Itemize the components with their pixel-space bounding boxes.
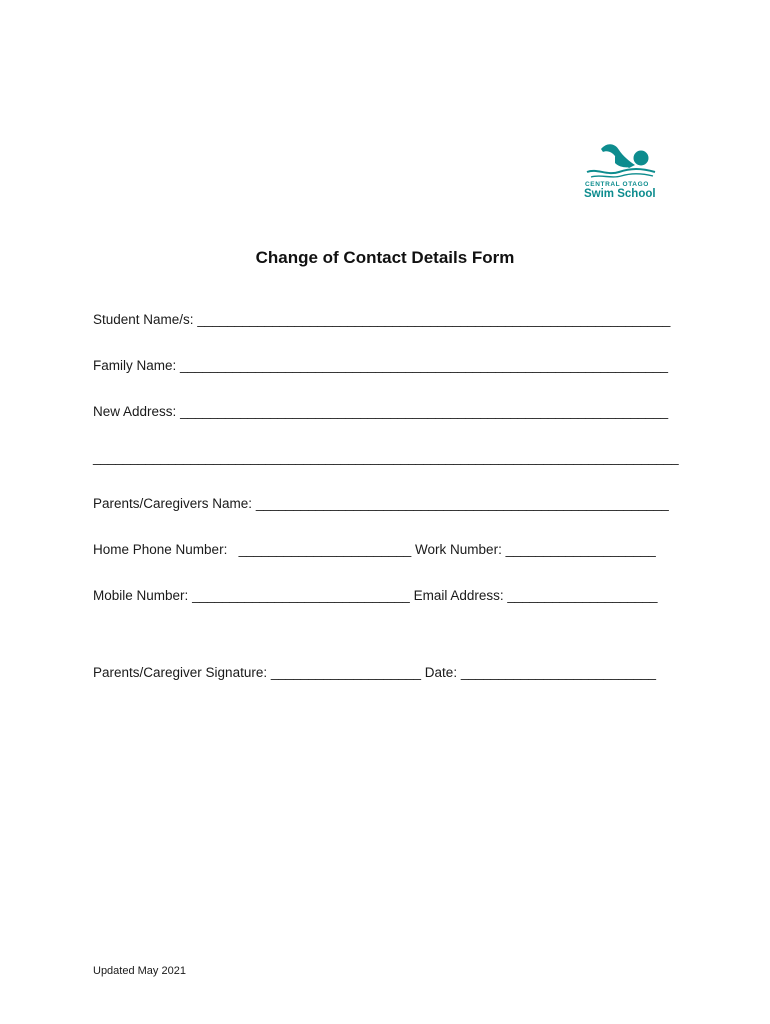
mobile-number-label: Mobile Number: <box>93 588 189 603</box>
family-name-row <box>93 358 668 373</box>
student-names-field[interactable]: _______________________________________________________________ <box>197 312 671 327</box>
student-names-label: Student Name/s: <box>93 312 194 327</box>
signature-row <box>93 665 656 680</box>
student-names-row <box>93 312 670 327</box>
work-number-label: Work Number: <box>415 542 502 557</box>
new-address-label: New Address: <box>93 404 177 419</box>
date-label: Date: <box>424 665 458 680</box>
form-title: Change of Contact Details Form <box>255 248 515 267</box>
home-phone-field[interactable]: _______________________ <box>238 542 412 557</box>
new-address-field[interactable]: _________________________________________________________________ <box>180 404 669 419</box>
signature-field[interactable]: ____________________ <box>270 665 422 680</box>
address-line2-row <box>93 450 679 465</box>
phone-row <box>93 542 656 557</box>
signature-label: Parents/Caregiver Signature: <box>93 665 268 680</box>
family-name-label: Family Name: <box>93 358 177 373</box>
parents-name-label: Parents/Caregivers Name: <box>93 496 253 511</box>
email-address-label: Email Address: <box>413 588 504 603</box>
parents-name-field[interactable]: _______________________________________________________ <box>255 496 669 511</box>
work-number-field[interactable]: ____________________ <box>505 542 656 557</box>
address-line2-field[interactable]: ______________________________________________________________________________ <box>93 450 679 465</box>
email-address-field[interactable]: ____________________ <box>507 588 658 603</box>
parents-name-row <box>93 496 669 511</box>
date-field[interactable]: __________________________ <box>460 665 657 680</box>
swimmer-icon <box>585 141 657 179</box>
swim-school-logo <box>583 141 663 203</box>
new-address-row <box>93 404 668 419</box>
logo-text-name: Swim School <box>584 188 656 200</box>
updated-date-note: Updated May 2021 <box>93 965 186 977</box>
family-name-field[interactable]: _________________________________________________________________ <box>180 358 669 373</box>
logo-text-region: CENTRAL OTAGO <box>585 181 649 188</box>
mobile-email-row <box>93 588 658 603</box>
home-phone-label: Home Phone Number: <box>93 542 228 557</box>
mobile-number-field[interactable]: _____________________________ <box>192 588 410 603</box>
